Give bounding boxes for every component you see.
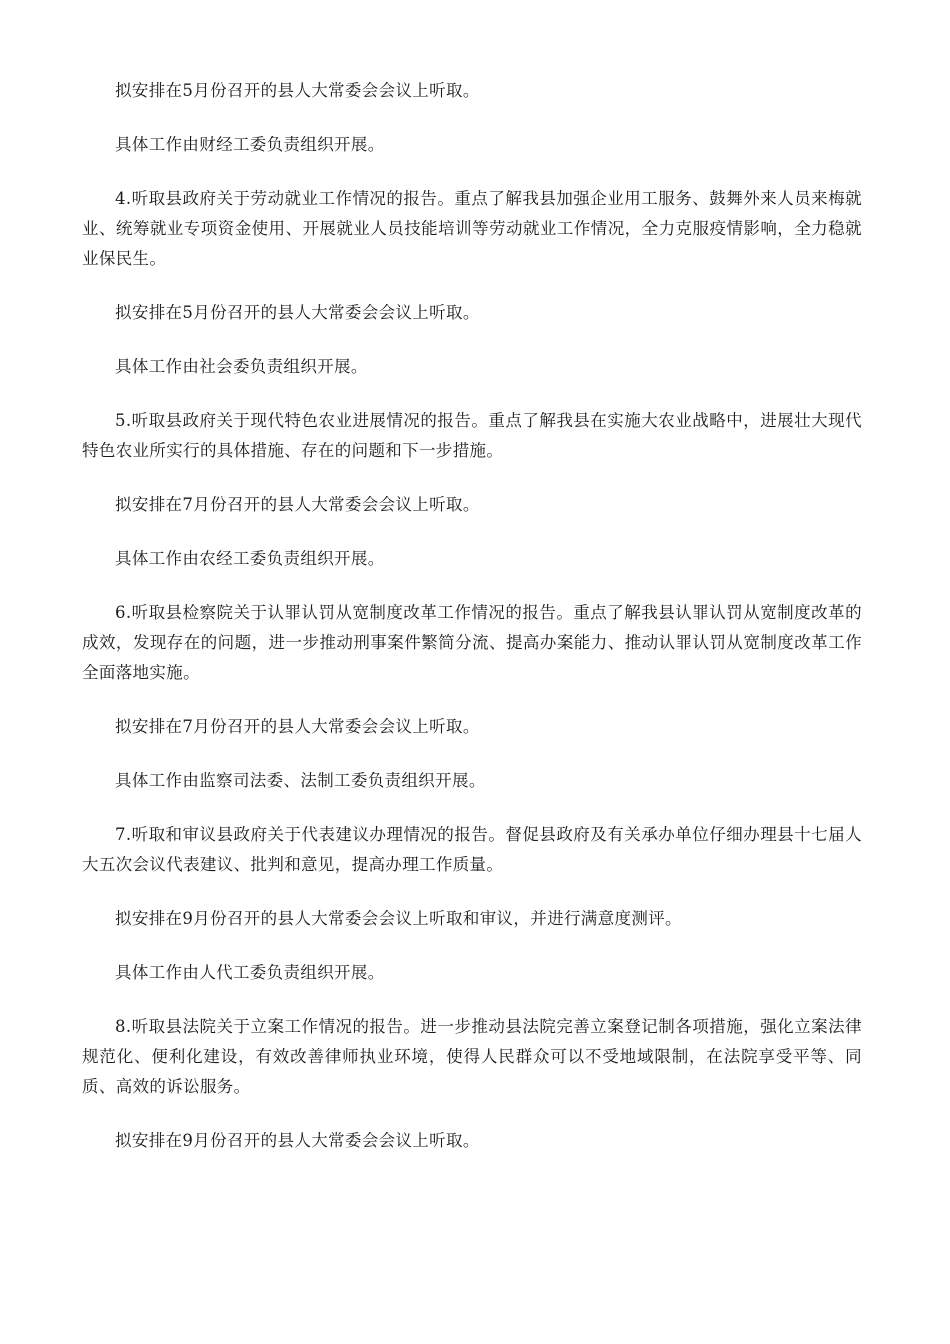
paragraph: 6.听取县检察院关于认罪认罚从宽制度改革工作情况的报告。重点了解我县认罪认罚从宽制度改革的成效，发现存在的问题，进一步推动刑事案件繁简分流、提高办案能力、推动认罪认罚从宽制度改革工作全面落地实施。 bbox=[82, 603, 862, 682]
paragraph: 拟安排在9月份召开的县人大常委会会议上听取。 bbox=[115, 1131, 480, 1150]
paragraph: 4.听取县政府关于劳动就业工作情况的报告。重点了解我县加强企业用工服务、鼓舞外来人员来梅就业、统筹就业专项资金使用、开展就业人员技能培训等劳动就业工作情况，全力克服疫情影响，全力稳就业保民生。 bbox=[82, 189, 862, 268]
paragraph: 8.听取县法院关于立案工作情况的报告。进一步推动县法院完善立案登记制各项措施，强化立案法律规范化、便利化建设，有效改善律师执业环境，使得人民群众可以不受地域限制，在法院享受平等、同质、高效的诉讼服务。 bbox=[82, 1017, 862, 1096]
paragraph: 5.听取县政府关于现代特色农业进展情况的报告。重点了解我县在实施大农业战略中，进展壮大现代特色农业所实行的具体措施、存在的问题和下一步措施。 bbox=[82, 411, 862, 460]
paragraph: 拟安排在5月份召开的县人大常委会会议上听取。 bbox=[115, 303, 480, 322]
paragraph: 拟安排在7月份召开的县人大常委会会议上听取。 bbox=[115, 495, 480, 514]
document-body bbox=[82, 76, 862, 1180]
paragraph: 拟安排在7月份召开的县人大常委会会议上听取。 bbox=[115, 717, 480, 736]
paragraph: 具体工作由监察司法委、法制工委负责组织开展。 bbox=[115, 771, 486, 790]
paragraph: 具体工作由农经工委负责组织开展。 bbox=[115, 549, 385, 568]
paragraph: 具体工作由人代工委负责组织开展。 bbox=[115, 963, 385, 982]
paragraph: 7.听取和审议县政府关于代表建议办理情况的报告。督促县政府及有关承办单位仔细办理县十七届人大五次会议代表建议、批判和意见，提高办理工作质量。 bbox=[82, 825, 862, 874]
paragraph: 具体工作由财经工委负责组织开展。 bbox=[115, 135, 385, 154]
paragraph: 拟安排在5月份召开的县人大常委会会议上听取。 bbox=[115, 81, 480, 100]
paragraph: 拟安排在9月份召开的县人大常委会会议上听取和审议，并进行满意度测评。 bbox=[115, 909, 682, 928]
paragraph: 具体工作由社会委负责组织开展。 bbox=[115, 357, 368, 376]
